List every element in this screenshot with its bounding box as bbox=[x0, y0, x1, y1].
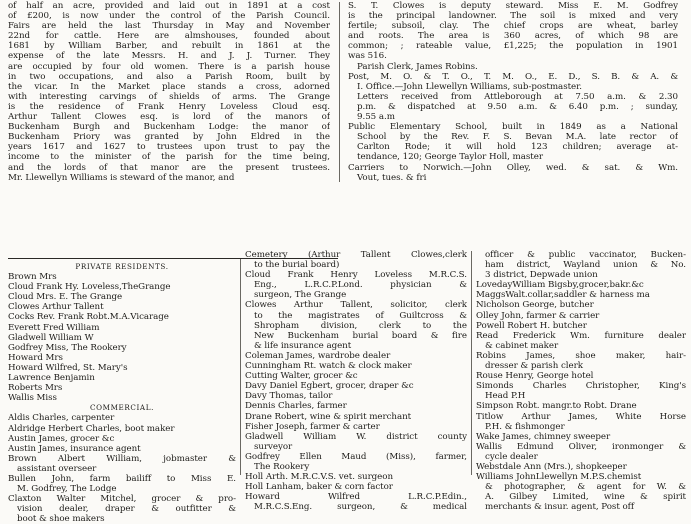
intro-right-line: Parish Clerk, James Robins. bbox=[357, 61, 478, 72]
directory-entry-line: Cloud Mrs. E. The Grange bbox=[8, 292, 123, 303]
intro-right-line: was 516. bbox=[348, 51, 387, 62]
directory-entry-line: Head P.H bbox=[485, 391, 526, 402]
directory-entry-line: surveyor bbox=[254, 441, 293, 452]
directory-entry-line: Fisher Joseph, farmer & carter bbox=[245, 421, 380, 432]
directory-entry-line: Godfrey Ellen Maud (Miss), farmer, bbox=[245, 451, 467, 462]
directory-entry-line: Cunningham Rt. watch & clock maker bbox=[245, 361, 412, 372]
directory-entry-line: Cloud Frank Henry Loveless M.R.C.S. bbox=[245, 270, 467, 281]
intro-right-line: fertile; subsoil, clay. The chief crops are wheat, barley bbox=[348, 21, 678, 32]
directory-entry-line: A. Gilbey Limited, wine & spirit bbox=[485, 492, 686, 503]
directory-entry-line: to the burial board) bbox=[254, 260, 340, 271]
intro-right-line: p.m. & dispatched at 9.50 a.m. & 6.40 p.m. ; sunday, bbox=[357, 101, 678, 112]
directory-entry-line: officer & public vaccinator, Bucken- bbox=[485, 250, 686, 260]
directory-entry-line: Wallis Miss bbox=[8, 393, 57, 404]
directory-entry-line: Shropham division, clerk to the bbox=[254, 320, 467, 331]
intro-left-line: in two occupations, and also a Parish Room, built by bbox=[8, 71, 330, 82]
intro-right-column bbox=[348, 1, 678, 183]
directory-entry-line: COMMERCIAL. bbox=[90, 403, 154, 413]
directory-entry-line: 3 district, Depwade union bbox=[485, 270, 598, 281]
directory-entry-line: Claxton Walter Mitchel, grocer & pro- bbox=[8, 494, 236, 505]
directory-entry-line: boot & shoe makers bbox=[17, 514, 105, 524]
intro-right-line: I. Office.—John Llewellyn Williams, sub-postmaster. bbox=[357, 81, 582, 92]
directory-entry-line: Davy Thomas, tailor bbox=[245, 391, 333, 402]
intro-left-line: the vicar. In the Market place stands a cross, adorned bbox=[8, 81, 330, 92]
directory-entry-line: Aldis Charles, carpenter bbox=[8, 413, 115, 424]
directory-entry-line: Holl Arth. M.R.C.V.S. vet. surgeon bbox=[245, 472, 393, 483]
directory-entry-line: M. Godfrey, The Lodge bbox=[17, 484, 117, 495]
directory-entry-line: M.R.C.S.Eng. surgeon, & medical bbox=[254, 502, 467, 513]
intro-left-line: are occupied by four old women. There is a parish house bbox=[8, 61, 330, 72]
intro-right-line: and roots. The area is 360 acres, of which 98 are bbox=[348, 31, 678, 42]
directory-entry-line: vision dealer, draper & outfitter & bbox=[17, 504, 236, 515]
intro-right-line: School by the Rev. F. S. Bevan M.A. late rector of bbox=[357, 132, 678, 143]
directory-entry-line: Austin James, insurance agent bbox=[8, 443, 141, 454]
directory-entry-line: Drane Robert, wine & spirit merchant bbox=[245, 411, 412, 422]
directory-entry-line: & photographer, & agent for W. & bbox=[485, 482, 686, 493]
directory-entry-line: Clowes Arthur Tallent bbox=[8, 302, 104, 313]
directory-entry-line: Howard Wilfred, St. Mary's bbox=[8, 362, 128, 373]
intro-left-column bbox=[8, 1, 330, 183]
directory-entry-line: Webstdale Ann (Mrs.), shopkeeper bbox=[476, 461, 627, 472]
intro-right-line: 9.55 a.m bbox=[357, 112, 395, 123]
directory-column-3 bbox=[476, 250, 686, 512]
directory-entry-line: assistant overseer bbox=[17, 463, 97, 474]
intro-right-line: Carlton Rode; it will hold 123 children; average at- bbox=[357, 142, 678, 153]
directory-entry-line: Simonds Charles Christopher, King's bbox=[476, 381, 686, 392]
directory-entry-line: Robins James, shoe maker, hair- bbox=[476, 350, 686, 361]
directory-entry-line: Bullen John, farm bailiff to Miss E. bbox=[8, 473, 236, 484]
directory-entry-line: LovedayWilliam Bigsby,grocer,bakr.&c bbox=[476, 280, 644, 291]
directory-entry-line: The Rookery bbox=[254, 461, 310, 472]
intro-left-line: and the lords of that manor are the present trustees. bbox=[8, 162, 330, 173]
directory-entry-line: Read Frederick Wm. furniture dealer bbox=[476, 330, 686, 341]
directory-entry-line: Davy Daniel Egbert, grocer, draper &c bbox=[245, 381, 414, 392]
intro-left-line: with interesting carvings of shields of arms. The Grange bbox=[8, 91, 330, 102]
directory-entry-line: Williams JohnLlewellyn M.P.S.chemist bbox=[476, 472, 642, 483]
intro-right-line: common; ; rateable value, £1,225; the population in 1901 bbox=[348, 41, 678, 52]
directory-entry-line: Holl Lanham, baker & corn factor bbox=[245, 482, 393, 493]
directory-entry-line: ham district, Wayland union & No. bbox=[485, 260, 686, 271]
directory-entry-line: & cabinet maker bbox=[485, 340, 559, 351]
intro-left-line: years 1617 and 1627 to trustees upon trust to pay the bbox=[8, 142, 330, 153]
intro-left-line: Fairs are held the last Thursday in May and November bbox=[8, 21, 330, 32]
directory-entry-line: Lawrence Benjamin bbox=[8, 373, 95, 384]
intro-left-line: income to the minister of the parish for the time being, bbox=[8, 152, 330, 163]
directory-divider-2 bbox=[471, 251, 472, 475]
directory-entry-line: PRIVATE RESIDENTS. bbox=[75, 262, 169, 271]
directory-entry-line: Cloud Frank Hy. Loveless,TheGrange bbox=[8, 282, 171, 293]
directory-entry-line: Cocks Rev. Frank Robt.M.A.Vicarage bbox=[8, 312, 169, 323]
directory-entry-line: Roberts Mrs bbox=[8, 383, 63, 394]
directory-entry-line: Simpson Robt. mangr.to Robt. Drane bbox=[476, 401, 637, 412]
directory-entry-line: Brown Albert William, jobmaster & bbox=[8, 453, 236, 464]
intro-right-line: Post, M. O. & T. O., T. M. O., E. D., S. B. & A. & bbox=[348, 71, 678, 82]
intro-left-line: expense of the late Messrs. H. and J. J. Turner. They bbox=[8, 51, 330, 62]
intro-right-line: Letters received from Attleborough at 7.50 a.m. & 2.30 bbox=[357, 91, 678, 102]
directory-entry-line: MaggsWalt.collar,saddler & harness ma bbox=[476, 290, 650, 301]
directory-entry-line: Everett Fred William bbox=[8, 322, 100, 333]
directory-divider-1 bbox=[240, 259, 241, 475]
intro-right-line: S. T. Clowes is deputy steward. Miss E. M. Godfrey bbox=[348, 1, 678, 11]
directory-entry-line: Gladwell William W bbox=[8, 332, 94, 343]
directory-entry-line: to the magistrates of Guiltcross & bbox=[254, 310, 467, 321]
directory-entry-line: Eng., L.R.C.P.Lond. physician & bbox=[254, 280, 467, 291]
directory-entry-line: Howard Wilfred L.R.C.P.Edin., bbox=[245, 492, 467, 503]
directory-entry-line: Wallis Edmund Oliver, ironmonger & bbox=[476, 441, 686, 452]
intro-right-line: Carriers to Norwich.—John Olley, wed. & sat. & Wm. bbox=[348, 162, 678, 173]
intro-right-line: tendance, 120; George Taylor Holl, master bbox=[357, 152, 543, 163]
directory-entry-line: Cutting Walter, grocer &c bbox=[245, 371, 358, 382]
directory-entry-line: surgeon, The Grange bbox=[254, 290, 347, 301]
intro-column-divider bbox=[339, 2, 340, 182]
directory-entry-line: Nicholson George, butcher bbox=[476, 300, 594, 311]
intro-left-line: Buckenham Priory was granted by John Eldred in the bbox=[8, 132, 330, 143]
directory-entry-line: Wake James, chimney sweeper bbox=[476, 431, 611, 442]
directory-entry-line: Dennis Charles, farmer bbox=[245, 401, 347, 412]
directory-entry-line: Powell Robert H. butcher bbox=[476, 320, 587, 331]
directory-entry-line: Titlow Arthur James, White Horse bbox=[476, 411, 686, 422]
intro-left-line: Arthur Tallent Clowes esq. is lord of the manors of bbox=[8, 112, 330, 123]
intro-left-line: Mr. Llewellyn Williams is steward of the manor, and bbox=[8, 172, 235, 183]
directory-entry-line: Godfrey Miss, The Rookery bbox=[8, 342, 127, 353]
directory-entry-line: Gladwell William W. district county bbox=[245, 431, 467, 442]
intro-left-line: 22nd for cattle. Here are almshouses, founded about bbox=[8, 31, 330, 42]
directory-entry-line: Brown Mrs bbox=[8, 272, 57, 283]
intro-right-line: Vout, tues. & fri bbox=[357, 172, 427, 183]
intro-left-line: Buckenham Burgh and Buckenham Lodge: the manor of bbox=[8, 122, 330, 133]
directory-entry-line: dresser & parish clerk bbox=[485, 361, 583, 372]
directory-entry-line: Olley John, farmer & carrier bbox=[476, 310, 600, 321]
directory-entry-line: cycle dealer bbox=[485, 451, 538, 462]
directory-entry-line: Aldridge Herbert Charles, boot maker bbox=[8, 423, 175, 434]
intro-left-line: 1681 by William Barber, and rebuilt in 1861 at the bbox=[8, 41, 330, 52]
intro-left-line: of £200, is now under the control of the Parish Council. bbox=[8, 11, 330, 22]
directory-entry-line: Coleman James, wardrobe dealer bbox=[245, 350, 391, 361]
directory-entry-line: Austin James, grocer &c bbox=[8, 433, 115, 444]
directory-entry-line: Cemetery (Arthur Tallent Clowes,clerk bbox=[245, 250, 467, 260]
directory-column-2 bbox=[245, 250, 467, 512]
directory-entry-line: Howard Mrs bbox=[8, 352, 63, 363]
directory-entry-line: Clowes Arthur Tallent, solicitor, clerk bbox=[245, 300, 467, 311]
directory-entry-line: New Buckenham burial board & fire bbox=[254, 330, 467, 341]
directory-entry-line: merchants & insur. agent, Post off bbox=[485, 502, 635, 513]
directory-entry-line: & life insurance agent bbox=[254, 340, 352, 351]
intro-left-line: of half an acre, provided and laid out in 1891 at a cost bbox=[8, 1, 330, 11]
directory-column-1 bbox=[8, 262, 236, 524]
intro-right-line: is the principal landowner. The soil is mixed and very bbox=[348, 11, 678, 22]
intro-left-line: is the residence of Frank Henry Loveless Cloud esq. bbox=[8, 101, 330, 112]
directory-entry-line: Rouse Henry, George hotel bbox=[476, 371, 594, 382]
intro-right-line: Public Elementary School, built in 1849 as a National bbox=[348, 122, 678, 133]
directory-entry-line: P.H. & fishmonger bbox=[485, 421, 565, 432]
